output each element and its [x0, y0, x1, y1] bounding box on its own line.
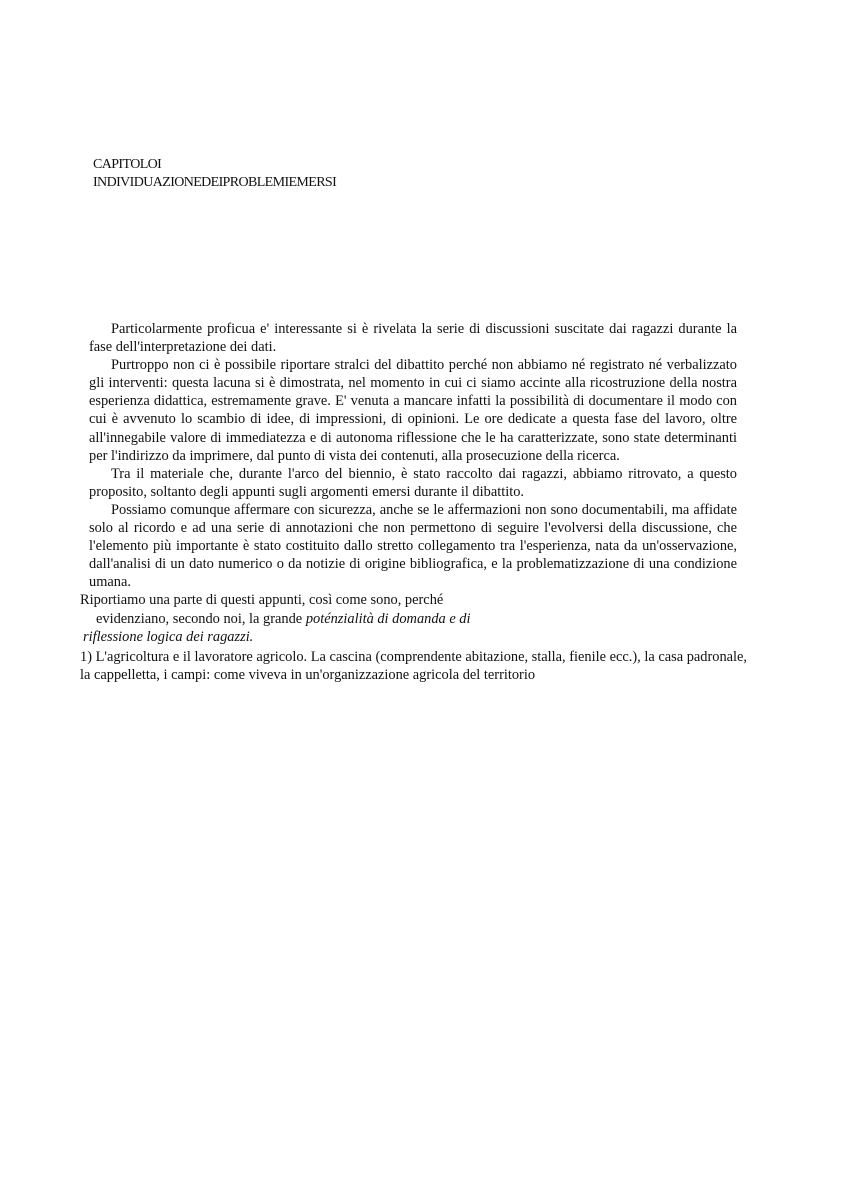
paragraph-5-text: evidenziano, secondo noi, la grande: [96, 610, 303, 627]
paragraph-5-line-1: Riportiamo una parte di questi appunti, così come sono, perché: [80, 592, 444, 609]
paragraph-5-emphasis-1: poténzialità di domanda e di: [305, 610, 471, 627]
document-body: [80, 320, 748, 684]
paragraph-5-line-2: [80, 610, 510, 628]
paragraph-3: Tra il materiale che, durante l'arco del biennio, è stato raccolto dai ragazzi, abbiamo ritrovato, a questo proposito, soltanto degli appunti sugli argomenti emersi durante il dibattito.: [89, 465, 737, 500]
paragraph-4: Possiamo comunque affermare con sicurezza, anche se le affermazioni non sono documentabili, ma affidate solo al ricordo e ad una serie di annotazioni che non permettono di seguire l'evolversi della discussione, che l'elemento più importante è stato costituito dallo stretto collegamento tra l'esperienza, nata da un'osservazione, dall'analisi di un dato numerico o da notizie di origine bibliografica, e la problematizzazione di una condizione umana.: [89, 501, 737, 591]
chapter-heading: [93, 156, 336, 192]
chapter-number: CAPITOLO I: [93, 157, 162, 172]
paragraph-5: [80, 591, 510, 645]
numbered-item-1: 1) L'agricoltura e il lavoratore agricolo. La cascina (comprendente abitazione, stalla, fienile ecc.), la casa padronale, la cappelletta, i campi: come viveva in un'organizzazione agricola del territorio: [80, 648, 748, 683]
paragraph-2: Purtroppo non ci è possibile riportare stralci del dibattito perché non abbiamo né registrato né verbalizzato gli interventi: questa lacuna si è dimostrata, nel momento in cui ci siamo accinte alla ricostruzione della nostra esperienza didattica, estremamente grave. E' venuta a mancare infatti la possibilità di documentare il modo con cui è avvenuto lo scambio di idee, di impressioni, di opinioni. Le ore dedicate a questa fase del lavoro, oltre all'innegabile valore di immediatezza e di autonoma riflessione che le ha caratterizzate, sono state determinanti per l'indirizzo da imprimere, dal punto di vista dei contenuti, alla prosecuzione della ricerca.: [89, 357, 737, 464]
chapter-title: INDIVIDUAZIONE DEI PROBLEMI EMERSI: [93, 175, 337, 190]
paragraph-5-emphasis-2: riflessione logica dei ragazzi.: [83, 628, 254, 645]
paragraph-1: Particolarmente proficua e' interessante si è rivelata la serie di discussioni suscitate dai ragazzi durante la fase dell'interpretazione dei dati.: [89, 321, 737, 356]
